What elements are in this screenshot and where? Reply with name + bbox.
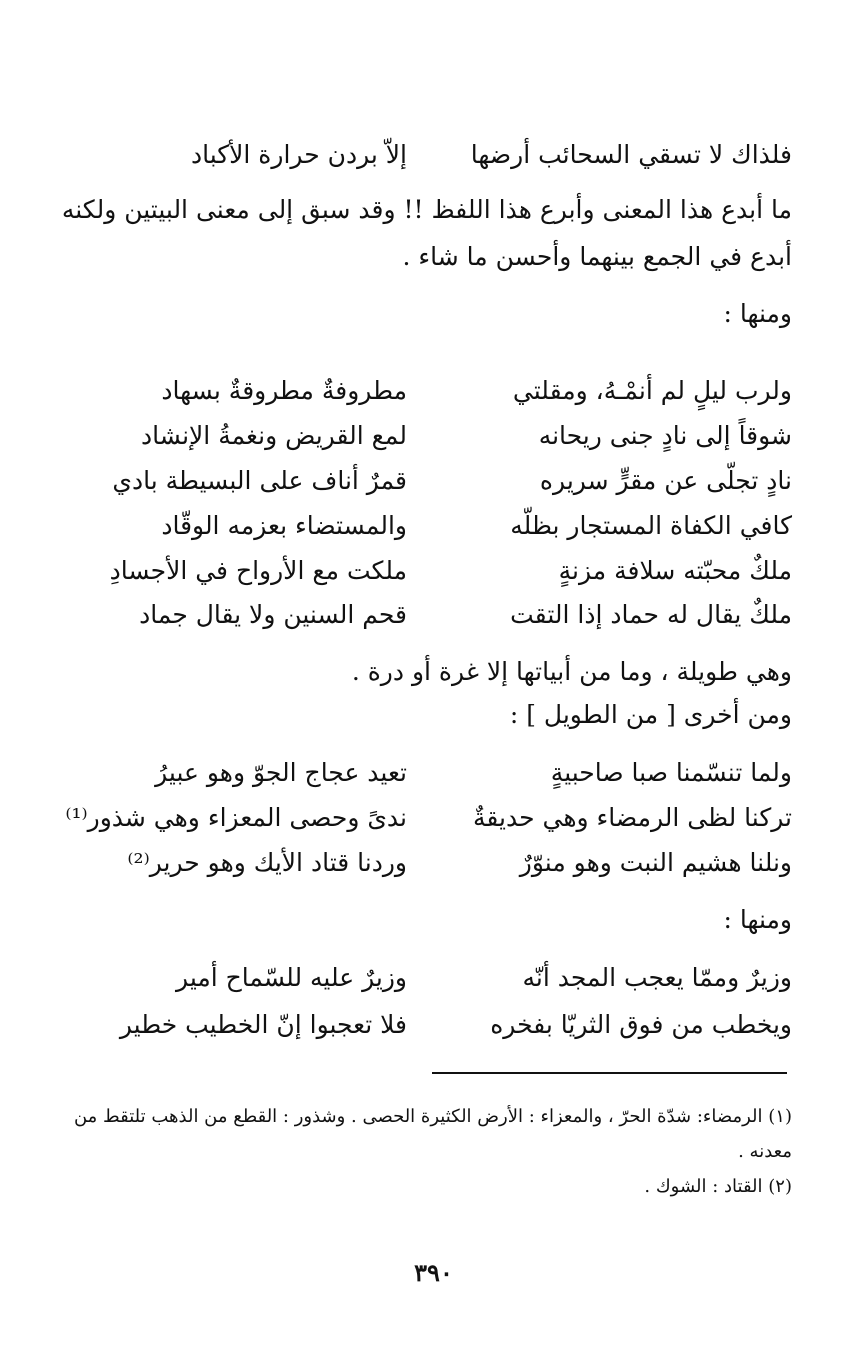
poem-verse (72, 553, 792, 589)
verse-second-hemistich: قمرٌ أناف على البسيطة بادي (112, 466, 407, 495)
poem-verse (65, 800, 792, 836)
verse-second-hemistich: وزيرٌ عليه للسّماح أمير (176, 963, 407, 992)
verse-second-hemistich: إلاّ بردن حرارة الأكباد (190, 140, 407, 169)
comment-line: أبدع في الجمع بينهما وأحسن ما شاء . (402, 242, 792, 271)
footnote-line: معدنه . (738, 1141, 792, 1162)
poem-verse (72, 597, 792, 633)
poem-verse (72, 1007, 792, 1043)
poem-verse (72, 418, 792, 454)
verse-first-hemistich: ملكٌ محبّته سلافة مزنةٍ (558, 556, 792, 585)
section-label: ومن أخرى [ من الطويل ] : (509, 700, 792, 729)
poem-verse (72, 508, 792, 544)
verse-first-hemistich: فلذاك لا تسقي السحائب أرضها (470, 140, 792, 169)
page-number: ٣٩٠ (414, 1258, 453, 1287)
verse-first-hemistich: ولما تنسّمنا صبا صاحبيةٍ (550, 758, 792, 787)
verse-first-hemistich: ونلنا هشيم النبت وهو منوّرٌ (519, 848, 792, 877)
prose-line: وهي طويلة ، وما من أبياتها إلا غرة أو درة . (351, 657, 792, 686)
section-label: ومنها : (723, 905, 792, 934)
verse-second-hemistich: تعيد عجاج الجوّ وهو عبيرُ (155, 758, 407, 787)
verse-first-hemistich: ويخطب من فوق الثريّا بفخره (490, 1010, 792, 1039)
verse-second-hemistich: فلا تعجبوا إنّ الخطيب خطير (119, 1010, 407, 1039)
verse-second-hemistich: والمستضاء بعزمه الوقّاد (161, 511, 407, 540)
section-label: ومنها : (723, 299, 792, 328)
verse-first-hemistich: كافي الكفاة المستجار بظلّه (510, 511, 792, 540)
verse-second-hemistich: مطروفةٌ مطروقةٌ بسهاد (161, 376, 407, 405)
verse-second-hemistich: ندىً وحصى المعزاء وهي شذور⁽¹⁾ (65, 803, 407, 832)
poem-verse (72, 755, 792, 791)
verse-first-hemistich: نادٍ تجلّى عن مقرٍّ سريره (539, 466, 792, 495)
poem-verse (72, 845, 792, 881)
verse-first-hemistich: وزيرٌ وممّا يعجب المجد أنّه (522, 963, 792, 992)
verse-first-hemistich: ملكٌ يقال له حماد إذا التقت (510, 600, 792, 629)
verse-first-hemistich: تركنا لظى الرمضاء وهي حديقةٌ (472, 803, 792, 832)
verse-second-hemistich: وردنا قتاد الأيك وهو حرير⁽²⁾ (127, 848, 407, 877)
poem-verse (72, 960, 792, 996)
verse-first-hemistich: شوقاً إلى نادٍ جنى ريحانه (538, 421, 792, 450)
verse-second-hemistich: ملكت مع الأرواح في الأجسادِ (109, 556, 407, 585)
verse-second-hemistich: قحم السنين ولا يقال جماد (139, 600, 407, 629)
comment-line: ما أبدع هذا المعنى وأبرع هذا اللفظ !! وقد سبق إلى معنى البيتين ولكنه (61, 195, 792, 224)
footnote-line: (١) الرمضاء: شدّة الحرّ ، والمعزاء : الأرض الكثيرة الحصى . وشذور : القطع من الذهب تلتقط من (73, 1106, 792, 1127)
verse-first-hemistich: ولرب ليلٍ لم أنمْـهُ، ومقلتي (512, 376, 792, 405)
poem-verse (72, 373, 792, 409)
footnote-line: (٢) القتاد : الشوك . (644, 1176, 792, 1197)
poem-verse (72, 463, 792, 499)
opening-verse (72, 137, 792, 173)
footnote-separator (432, 1072, 787, 1074)
verse-second-hemistich: لمع القريض ونغمةُ الإنشاد (141, 421, 407, 450)
